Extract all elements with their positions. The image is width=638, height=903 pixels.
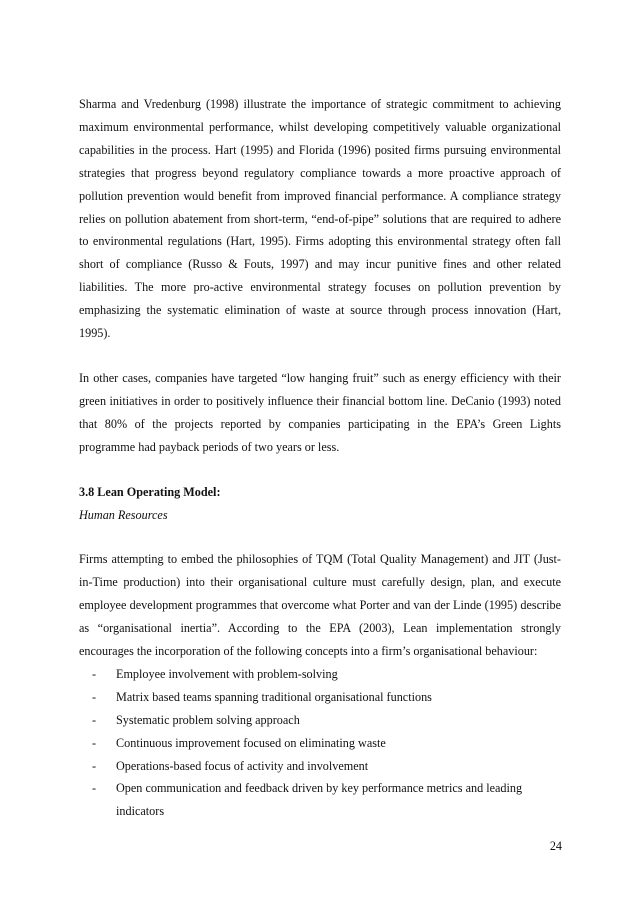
page-number: 24 [549, 839, 562, 853]
paragraph-lean-implementation: Firms attempting to embed the philosophies of TQM (Total Quality Management) and JIT (Just-in-Time production) into their organisational culture must carefully design, plan, and execute employee development programmes that overcome what Porter and van der Linde (1995) describe as “organisational inertia”. According to the EPA (2003), Lean implementation strongly encourages the incorporation of the following concepts into a firm’s organisational behaviour: [79, 552, 561, 659]
list-item-text: Operations-based focus of activity and involvement [116, 758, 369, 773]
document-page [79, 93, 561, 823]
bullet-dash: - [92, 781, 97, 796]
paragraph-spacer [79, 345, 561, 367]
list-item-text: Open communication and feedback driven by key performance metrics and leading indicators [116, 781, 523, 819]
list-item [79, 755, 561, 778]
list-item [79, 777, 561, 823]
list-item [79, 686, 561, 709]
concepts-list [79, 663, 561, 823]
paragraph-strategic-commitment: Sharma and Vredenburg (1998) illustrate the importance of strategic commitment to achieving maximum environmental performance, whilst developing competitively valuable organizational capabilities in the process. Hart (1995) and Florida (1996) posited firms pursuing environmental strategies that progress beyond regulatory compliance towards a more proactive approach of pollution prevention would benefit from improved financial performance. A compliance strategy relies on pollution abatement from short-term, “end-of-pipe” solutions that are required to adhere to environmental regulations (Hart, 1995). Firms adopting this environmental strategy often fall short of compliance (Russo & Fouts, 1997) and may incur punitive fines and other related liabilities. The more pro-active environmental strategy focuses on pollution prevention by emphasizing the systematic elimination of waste at source through process innovation (Hart, 1995). [79, 97, 561, 341]
bullet-dash: - [92, 758, 97, 773]
list-item [79, 732, 561, 755]
paragraph-spacer [79, 526, 561, 548]
bullet-dash: - [92, 689, 97, 704]
paragraph-spacer [79, 459, 561, 481]
bullet-dash: - [92, 712, 97, 727]
list-item-text: Continuous improvement focused on eliminating waste [116, 735, 386, 750]
list-item [79, 663, 561, 686]
list-item-text: Systematic problem solving approach [116, 712, 300, 727]
list-item-text: Employee involvement with problem-solving [116, 666, 338, 681]
bullet-dash: - [92, 735, 97, 750]
paragraph-low-hanging-fruit: In other cases, companies have targeted “low hanging fruit” such as energy efficiency with their green initiatives in order to positively influence their financial bottom line. DeCanio (1993) noted that 80% of the projects reported by companies participating in the EPA’s Green Lights programme had payback periods of two years or less. [79, 370, 561, 454]
section-subheading: Human Resources [79, 507, 168, 522]
bullet-dash: - [92, 666, 97, 681]
list-item [79, 709, 561, 732]
list-item-text: Matrix based teams spanning traditional organisational functions [116, 689, 432, 704]
section-heading: 3.8 Lean Operating Model: [79, 484, 221, 499]
